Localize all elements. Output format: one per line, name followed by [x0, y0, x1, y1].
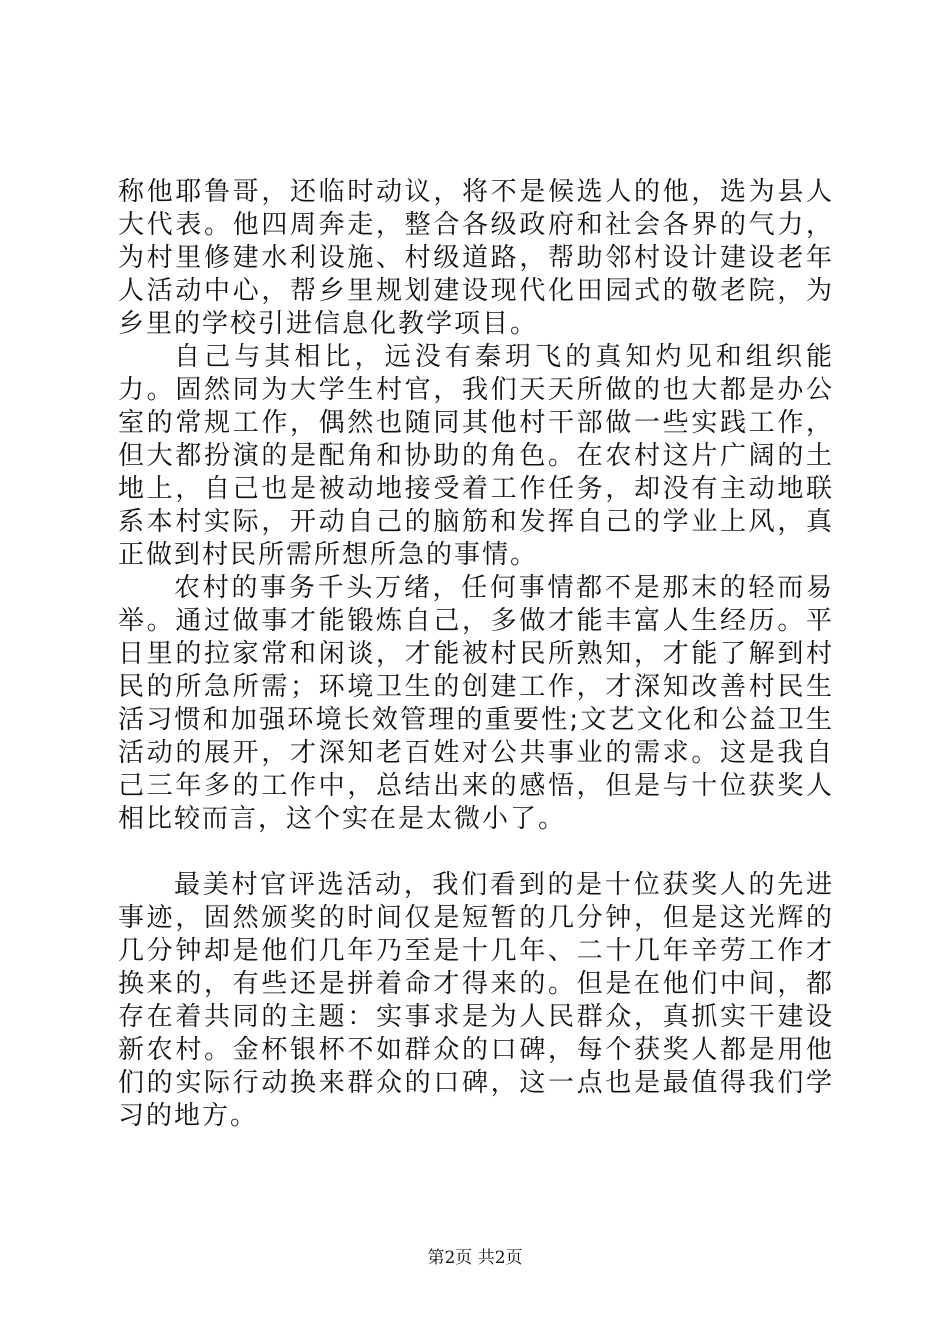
paragraph-gap	[118, 836, 834, 869]
paragraph-1: 称他耶鲁哥，还临时动议，将不是候选人的他，选为县人大代表。他四周奔走，整合各级政府和社会各界的气力，为村里修建水利设施、村级道路，帮助邻村设计建设老年人活动中心，帮乡里规划建设现代化田园式的敬老院，为乡里的学校引进信息化教学项目。	[118, 177, 834, 339]
paragraph-2: 自己与其相比，远没有秦玥飞的真知灼见和组织能力。固然同为大学生村官，我们天天所做的也大都是办公室的常规工作，偶然也随同其他村干部做一些实践工作，但大都扮演的是配角和协助的角色。在农村这片广阔的土地上，自己也是被动地接受着工作任务，却没有主动地联系本村实际，开动自己的脑筋和发挥自己的学业上风，真正做到村民所需所想所急的事情。	[118, 342, 834, 570]
paragraph-4: 最美村官评选活动，我们看到的是十位获奖人的先进事迹，固然颁奖的时间仅是短暂的几分钟，但是这光辉的几分钟却是他们几年乃至是十几年、二十几年辛劳工作才换来的，有些还是拼着命才得来的。但是在他们中间，都存在着共同的主题：实事求是为人民群众，真抓实干建设新农村。金杯银杯不如群众的口碑，每个获奖人都是用他们的实际行动换来群众的口碑，这一点也是最值得我们学习的地方。	[118, 870, 834, 1131]
paragraph-3: 农村的事务千头万绪，任何事情都不是那末的轻而易举。通过做事才能锻炼自己，多做才能丰富人生经历。平日里的拉家常和闲谈，才能被村民所熟知，才能了解到村民的所急所需；环境卫生的创建工作，才深知改善村民生活习惯和加强环境长效管理的重要性;文艺文化和公益卫生活动的展开，才深知老百姓对公共事业的需求。这是我自己三年多的工作中，总结出来的感悟，但是与十位获奖人相比较而言，这个实在是太微小了。	[118, 573, 834, 834]
document-body	[118, 176, 834, 1133]
page-number-footer: 第2页 共2页	[427, 1248, 523, 1268]
